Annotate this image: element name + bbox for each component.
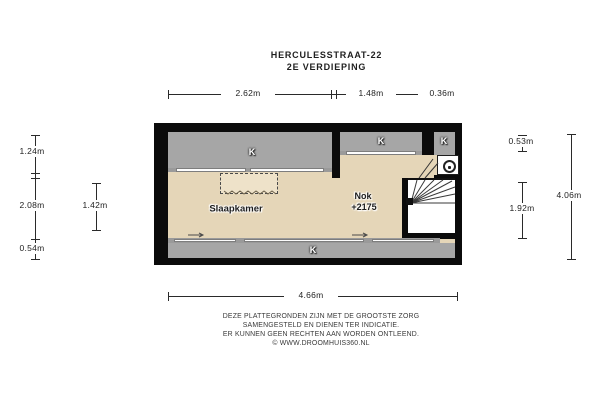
dim-tick <box>168 90 169 99</box>
dim-tick <box>31 239 40 240</box>
dim-tick <box>331 90 332 99</box>
floorplan <box>154 123 462 265</box>
ridge-label: Nok <box>354 191 372 201</box>
page-subtitle: 2E VERDIEPING <box>286 62 367 72</box>
closet-label: K <box>440 136 448 146</box>
title-block <box>154 49 499 73</box>
disclaimer-line: DEZE PLATTEGRONDEN ZIJN MET DE GROOTSTE ZORG <box>222 313 420 320</box>
dim-tick <box>336 90 337 99</box>
dim-tick <box>518 182 527 183</box>
dim-tick <box>31 259 40 260</box>
dim-tick <box>31 135 40 136</box>
dim-label-top-2: 1.48m <box>346 88 396 99</box>
dim-tick <box>92 183 101 184</box>
dim-label-top-1: 2.62m <box>221 88 275 99</box>
stair-newel <box>406 198 413 205</box>
dim-tick <box>567 259 576 260</box>
disclaimer-line: SAMENGESTELD EN DIENEN TER INDICATIE. <box>242 322 400 329</box>
dim-tick <box>518 238 527 239</box>
door-swing-line <box>419 159 438 178</box>
dim-tick <box>92 230 101 231</box>
dim-tick <box>518 151 527 152</box>
closet-label: K <box>377 136 385 146</box>
dim-label-bottom: 4.66m <box>284 290 338 301</box>
ridge-height-label: +2175 <box>351 202 377 212</box>
dim-tick <box>567 134 576 135</box>
dim-label-right-outer: 4.06m <box>546 190 592 201</box>
disclaimer-line: ER KUNNEN GEEN RECHTEN AAN WORDEN ONTLEEND. <box>222 331 420 338</box>
dim-label-right-inner-top: 0.53m <box>498 136 544 147</box>
closet-label: K <box>309 245 317 255</box>
closet-label: K <box>248 147 256 157</box>
dim-tick <box>31 178 40 179</box>
page-title: HERCULESSTRAAT-22 <box>270 50 383 60</box>
disclaimer-block <box>160 312 482 348</box>
dim-label-top-3: 0.36m <box>418 88 466 99</box>
dim-tick <box>31 173 40 174</box>
disclaimer-copyright: © WWW.DROOMHUIS360.NL <box>272 340 370 347</box>
skylight-zigzag <box>224 191 276 194</box>
dim-label-left-inner: 1.42m <box>72 200 118 211</box>
dim-label-left-3: 0.54m <box>9 243 55 254</box>
dim-tick <box>168 292 169 301</box>
dim-tick <box>457 292 458 301</box>
room-label-slaapkamer: Slaapkamer <box>209 203 263 215</box>
plan-linework <box>154 123 462 265</box>
dim-label-left-1: 1.24m <box>9 146 55 157</box>
dim-label-right-inner-bottom: 1.92m <box>499 203 545 214</box>
dim-label-left-2: 2.08m <box>9 200 55 211</box>
sliding-door-arrows <box>188 233 367 237</box>
